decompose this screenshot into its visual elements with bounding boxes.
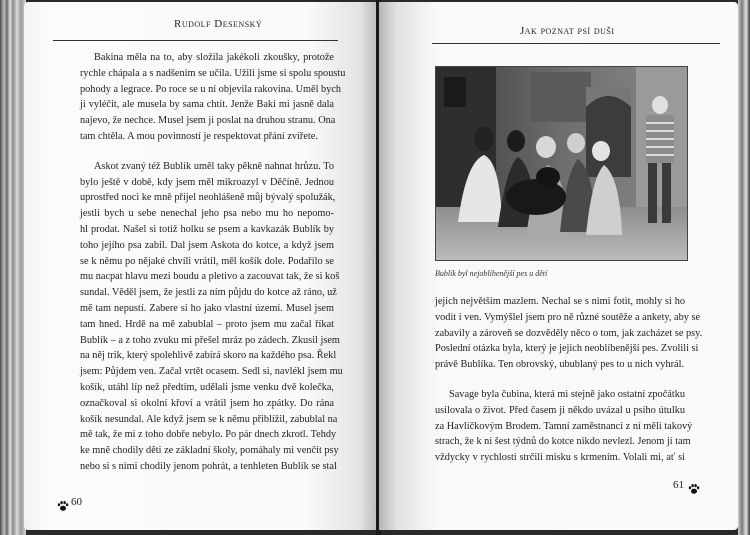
text-line: nebo si s nimi chodily jenom pohrát, a tenhleten Bublík se stal [80,460,337,472]
page-number-left: 60 [71,496,82,508]
text-line: tam hned. Hrdě na mě zabublal – proto jsem mu začal říkat [80,318,334,330]
text-line: mu nacpat hlavu mezi boudu a pletivo a zacouvat tak, že si koš [80,271,340,283]
running-head-author: Rudolf Desenský [174,18,263,30]
page-number-right: 61 [673,479,684,491]
text-line: hl prodat. Našel si totiž holku se psem a kavkazák Bublík by [80,223,334,235]
text-line: Bublík – a z toho zvuku mi přešel mráz po zádech. Zkusil jsem [80,334,340,346]
text-line: jsem: Půjdem ven. Začal vrtět ocasem. Sedl si, navlékl jsem mu [80,366,343,378]
header-rule [432,43,720,44]
text-line: uprostřed noci ke mně přijel neohlášeně můj bývalý spolužák, [80,192,336,204]
right-page-edges [738,0,750,535]
text-line: tam chtěla. A mou povinností je respektovat přání zvířete. [80,130,318,142]
paw-print-icon [57,500,69,512]
text-line: za Havlíčkovým Brodem. Tamní zaměstnanci z ní měli takový [435,420,693,432]
text-line: pohody a legrace. Po roce se u ní objevila rakovina. Uměl bych [80,83,342,95]
text-line: Bakina měla na to, aby složila jakékoli zkoušky, protože [94,52,334,63]
text-line: Poslední otázka byla, který je jejich neoblíbenější pes. Zvolili si [435,343,699,355]
left-page [24,2,377,530]
left-page-edges [0,0,26,535]
text-line: mě tam nepustí. Zabere si ho jako vlastní území. Musel jsem [80,302,334,314]
text-line: košík nesundal. Ale když jsem se k němu přiblížil, zabublal na [80,413,338,425]
text-line: usilovala o život. Před časem ji někdo uvázal u psího útulku [435,404,685,416]
text-line: jestli bych u sebe nenechal jeho psa nebo mu ho nepomo- [80,208,334,220]
text-line: sundal. Věděl jsem, že jestli za ním půjdu do kotce až ráno, už [80,287,337,299]
text-line: košík, utáhl líp než předtím, udělali jsme venku dvě kolečka, [80,381,334,393]
text-line: označkoval si okolní křoví a vrátil jsem ho zpátky. Do rána [80,397,334,409]
text-line: na něj trik, který spolehlivě zabírá skoro na každého psa. Řekl [80,350,337,362]
right-page-body [435,294,703,466]
header-rule [53,40,338,41]
text-line: ji vyléčit, ale musela by sama chtít. Jenže Baki mi jasně dala [80,99,334,111]
photo-caption: Bublík byl nejoblíbenější pes u dětí [435,269,548,278]
text-line: Savage byla čubina, která mi stejně jako ostatní zpočátku [449,388,685,400]
running-head-title: Jak poznat psí duši [520,25,615,37]
children-with-dog-photo [436,67,688,261]
text-line: právě Bublíka. Ten obrovský, ubublaný pes to u nich vyhrál. [435,359,685,371]
text-line: zabavily a zároveň se dozvěděly něco o tom, jak zacházet se psy. [435,327,703,339]
text-line: rychle chápala a s nadšením se učila. Užili jsme si spolu spoustu [80,67,346,79]
text-line: najevo, že nechce. Musel jsem ji poslat na druhou stranu. Ona [80,115,336,127]
text-line: Askot zvaný též Bublík uměl taky pěkně nahnat hrůzu. To [94,160,334,172]
right-page [379,2,738,530]
left-page-body [80,50,346,475]
group-photo [435,66,688,261]
text-line: mě tak, že mi z toho dobře nebylo. Po pár dnech zkrotl. Tehdy [80,429,337,441]
text-line: ke mně chodily děti ze základní školy, pomáhaly mi venčit psy [80,445,339,457]
text-line: bylo ještě v době, kdy jsem měl mikroazyl v Děčíně. Jednou [80,176,334,188]
text-line: toho jejího psa zabil. Dal jsem Askota do kotce, a když jsem [80,239,334,251]
text-line: se k němu po nějaké chvíli vrátil, měl košík dole. Podařilo se [80,255,334,267]
paw-print-icon [688,483,700,495]
text-line: strach, že k ní šest týdnů do kotce nikdo nevlezl. Jenom jí tam [435,436,691,448]
text-line: vždycky v rychlosti strčili misku s krmením. Volali mi, ať si [435,452,685,464]
text-line: vodit i ven. Vymýšlel jsem pro ně různé soutěže a ankety, aby se [435,311,701,323]
text-line: jejich největším mazlem. Nechal se s nimi fotit, mohly si ho [435,296,685,307]
